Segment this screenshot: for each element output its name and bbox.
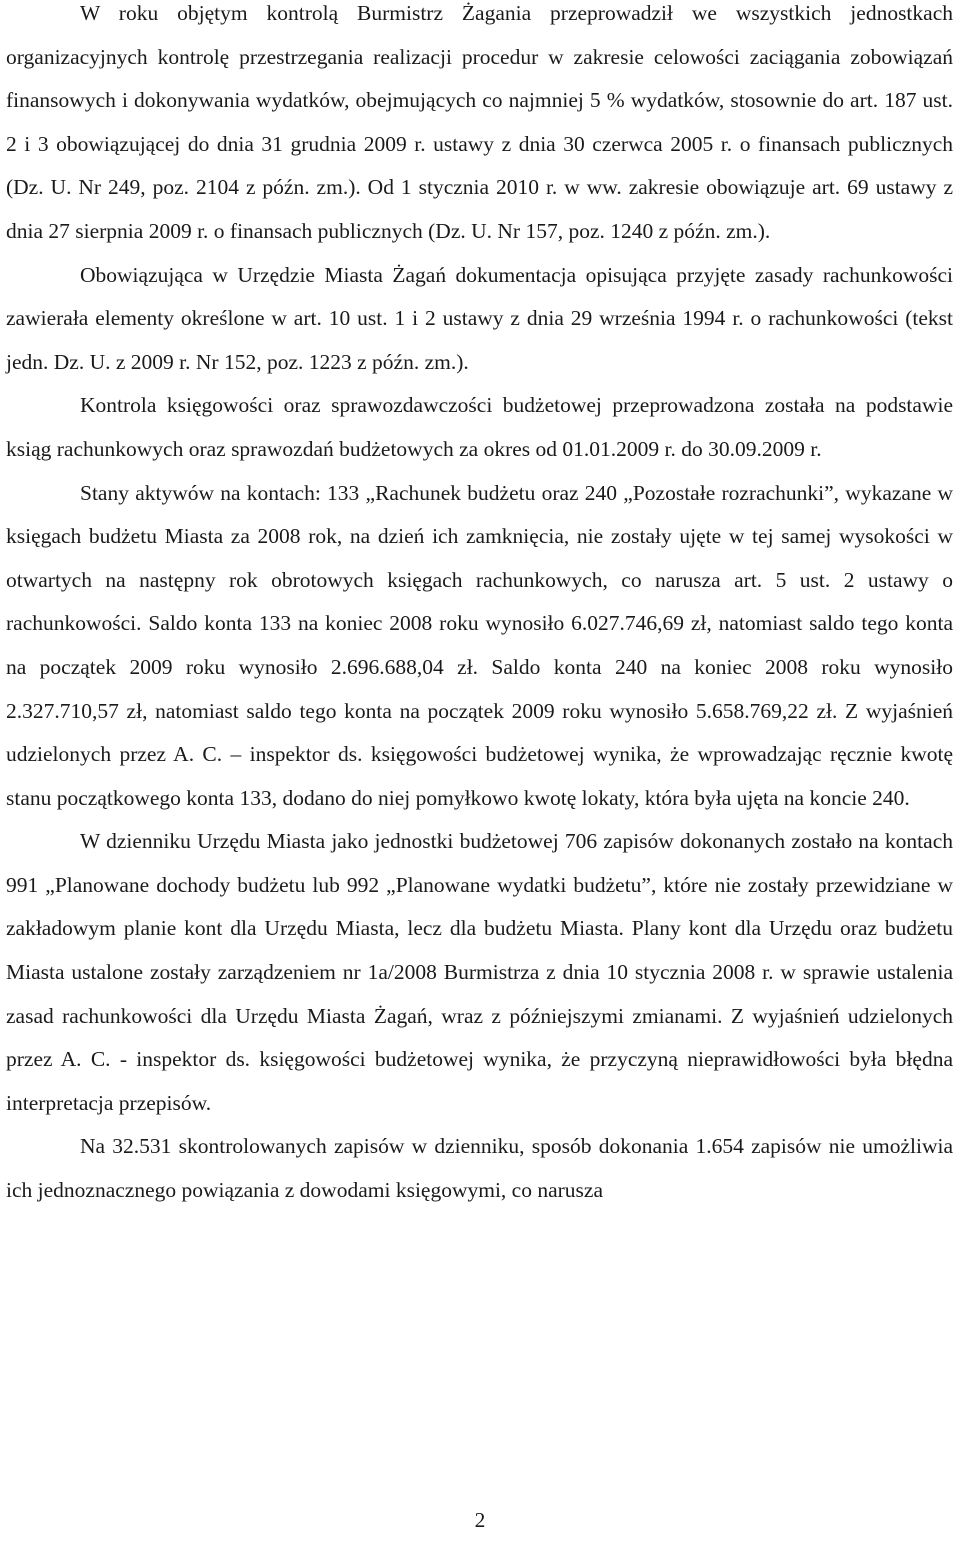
paragraph-6: Na 32.531 skontrolowanych zapisów w dzienniku, sposób dokonania 1.654 zapisów nie umożliwia ich jednoznacznego powiązania z dowodami księgowymi, co narusza [6,1134,953,1203]
paragraph-3: Kontrola księgowości oraz sprawozdawczości budżetowej przeprowadzona została na podstawie ksiąg rachunkowych oraz sprawozdań budżetowych za okres od 01.01.2009 r. do 30.09.2009 r. [6,393,953,461]
document-body [6,0,953,1213]
paragraph-4: Stany aktywów na kontach: 133 „Rachunek budżetu oraz 240 „Pozostałe rozrachunki”, wykazane w księgach budżetu Miasta za 2008 rok, na dzień ich zamknięcia, nie zostały ujęte w tej samej wysokości w otwartych na następny rok obrotowych księgach rachunkowych, co narusza art. 5 ust. 2 ustawy o rachunkowości. Saldo konta 133 na koniec 2008 roku wynosiło 6.027.746,69 zł, natomiast saldo tego konta na początek 2009 roku wynosiło 2.696.688,04 zł. Saldo konta 240 na koniec 2008 roku wynosiło 2.327.710,57 zł, natomiast saldo tego konta na początek 2009 roku wynosiło 5.658.769,22 zł. Z wyjaśnień udzielonych przez A. C. – inspektor ds. księgowości budżetowej wynika, że wprowadzając ręcznie kwotę stanu początkowego konta 133, dodano do niej pomyłkowo kwotę lokaty, która była ujęta na koncie 240. [6,480,953,810]
page-number: 2 [474,1508,486,1532]
paragraph-1: W roku objętym kontrolą Burmistrz Żagania przeprowadził we wszystkich jednostkach organizacyjnych kontrolę przestrzegania realizacji procedur w zakresie celowości zaciągania zobowiązań finansowych i dokonywania wydatków, obejmujących co najmniej 5 % wydatków, stosownie do art. 187 ust. 2 i 3 obowiązującej do dnia 31 grudnia 2009 r. ustawy z dnia 30 czerwca 2005 r. o finansach publicznych (Dz. U. Nr 249, poz. 2104 z późn. zm.). Od 1 stycznia 2010 r. w ww. zakresie obowiązuje art. 69 ustawy z dnia 27 sierpnia 2009 r. o finansach publicznych (Dz. U. Nr 157, poz. 1240 z późn. zm.). [6,1,953,243]
paragraph-5: W dzienniku Urzędu Miasta jako jednostki budżetowej 706 zapisów dokonanych zostało na kontach 991 „Planowane dochody budżetu lub 992 „Planowane wydatki budżetu”, które nie zostały przewidziane w zakładowym planie kont dla Urzędu Miasta, lecz dla budżetu Miasta. Plany kont dla Urzędu oraz budżetu Miasta ustalone zostały zarządzeniem nr 1a/2008 Burmistrza z dnia 10 stycznia 2008 r. w sprawie ustalenia zasad rachunkowości dla Urzędu Miasta Żagań, wraz z późniejszymi zmianami. Z wyjaśnień udzielonych przez A. C. - inspektor ds. księgowości budżetowej wynika, że przyczyną nieprawidłowości była błędna interpretacja przepisów. [6,829,953,1115]
paragraph-2: Obowiązująca w Urzędzie Miasta Żagań dokumentacja opisująca przyjęte zasady rachunkowości zawierała elementy określone w art. 10 ust. 1 i 2 ustawy z dnia 29 września 1994 r. o rachunkowości (tekst jedn. Dz. U. z 2009 r. Nr 152, poz. 1223 z późn. zm.). [6,262,953,374]
